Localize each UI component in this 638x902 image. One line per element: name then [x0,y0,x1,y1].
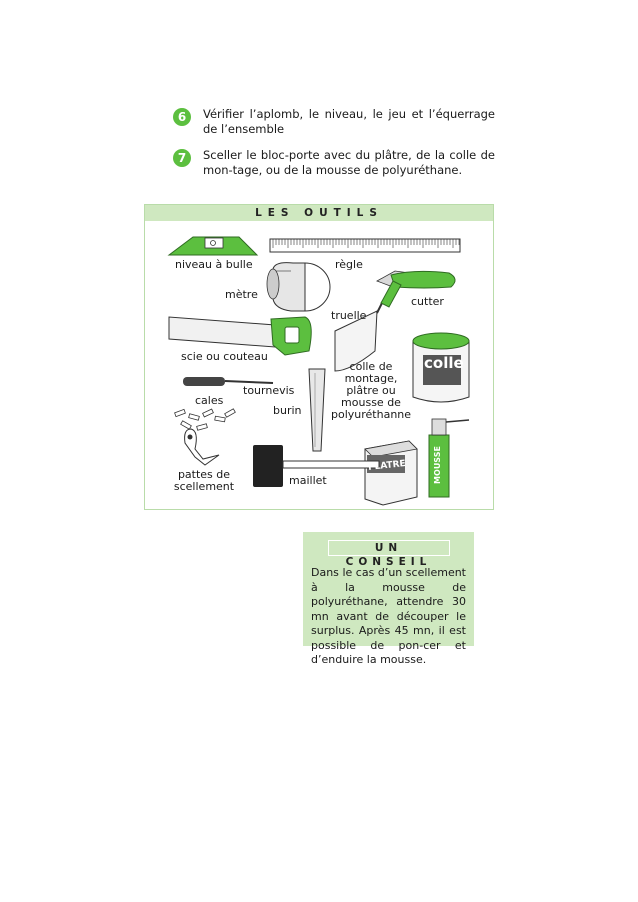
tools-title: LES OUTILS [145,205,493,221]
advice-box [303,532,474,666]
label-regle: règle [335,258,363,271]
label-maillet: maillet [289,474,327,487]
label-cutter: cutter [411,295,444,308]
step-text: Sceller le bloc-porte avec du plâtre, de la colle de mon-tage, ou de la mousse de polyuréthane. [203,148,495,177]
step-text: Vérifier l’aplomb, le niveau, le jeu et l’équerrage de l’ensemble [203,107,495,136]
cutter-icon [377,271,455,288]
glue-pot-text: colle [424,354,464,372]
plaster-bag-text: PLATRE [367,459,407,473]
label-pattes: pattes de scellement [173,468,235,493]
step-6 [173,107,495,137]
label-scie: scie ou couteau [181,350,268,363]
sealing-bracket-icon [185,429,219,465]
label-cales: cales [195,394,224,407]
wedges-icon [175,409,236,430]
chisel-icon [309,369,325,451]
ruler-icon [270,239,460,252]
label-burin: burin [273,404,302,417]
step-number: 7 [173,149,191,167]
tape-measure-icon [267,263,330,311]
label-tournevis: tournevis [243,384,295,397]
trowel-icon [335,281,401,371]
step-7 [173,148,495,178]
advice-text: Dans le cas d’un scellement à la mousse de polyuréthane, attendre 30 mn avant de découper le surplus. Après 45 mn, il est possible de pon-cer et d’enduire la mousse. [311,566,466,666]
label-metre: mètre [225,288,258,301]
step-number: 6 [173,108,191,126]
label-niveau: niveau à bulle [175,258,253,271]
advice-title: UN CONSEIL [328,540,450,556]
spirit-level-icon [169,237,257,255]
label-colle-montage: colle de montage, plâtre ou mousse de polyuréthanne [331,360,412,421]
foam-can-text: MOUSSE [432,446,442,484]
tools-panel [144,204,494,510]
label-truelle: truelle [331,309,367,322]
